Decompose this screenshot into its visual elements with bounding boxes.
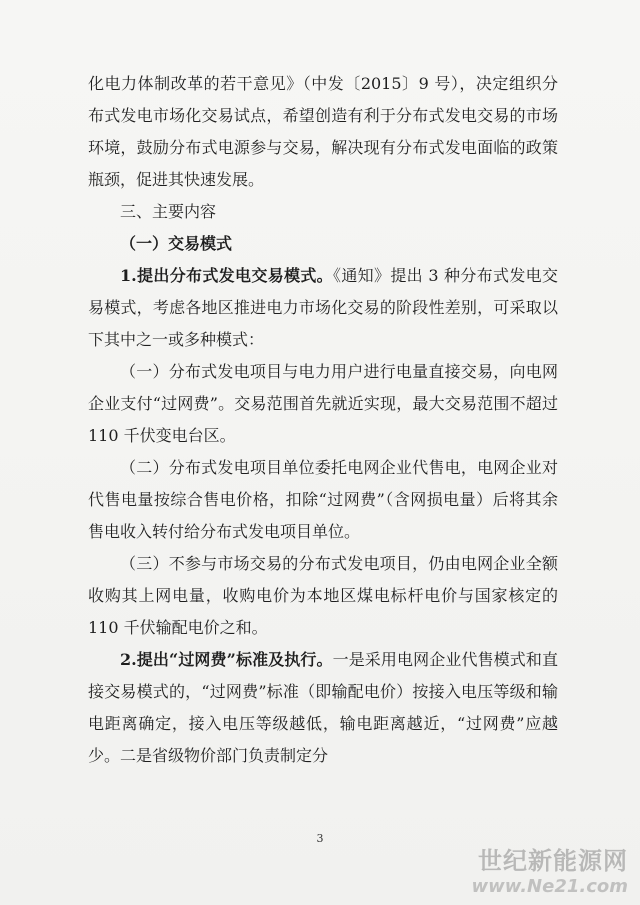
section-heading-main-content: 三、主要内容 <box>120 202 217 221</box>
paragraph-1: 化电力体制改革的若干意见》（中发〔2015〕9 号），决定组织分布式发电市场化交易试点，希望创造有利于分布式发电交易的市场环境，鼓励分布式电源参与交易，解决现有分布式发电面临的政策瓶颈，促进其快速发展。 <box>88 74 558 189</box>
paragraph-lead: 1.提出分布式发电交易模式。 <box>120 266 333 285</box>
paragraph-network-fee <box>88 644 558 772</box>
paragraph-body: 一是采用电网企业代售模式和直接交易模式的，“过网费”标准（即输配电价）按接入电压等级和输电距离确定，接入电压等级越低，输电距离越近，“过网费”应越少。二是省级物价部门负责制定分 <box>88 650 558 765</box>
watermark-logo <box>471 841 628 897</box>
paragraph-lead: 2.提出“过网费”标准及执行。 <box>120 650 333 669</box>
paragraph-mode-2: （二）分布式发电项目单位委托电网企业代售电，电网企业对代售电量按综合售电价格，扣除“过网费”（含网损电量）后将其余售电收入转付给分布式发电项目单位。 <box>88 458 558 541</box>
subsection-heading-trade-mode: （一）交易模式 <box>120 234 233 253</box>
page-number: 3 <box>316 832 324 845</box>
paragraph-mode-3: （三）不参与市场交易的分布式发电项目，仍由电网企业全额收购其上网电量，收购电价为本地区煤电标杆电价与国家核定的 110 千伏输配电价之和。 <box>88 554 558 637</box>
paragraph-trade-modes <box>88 260 558 356</box>
paragraph-body: 《通知》提出 3 种分布式发电交易模式，考虑各地区推进电力市场化交易的阶段性差别，可采取以下其中之一或多种模式： <box>88 266 558 349</box>
watermark-name: 世纪新能源网 <box>478 847 628 875</box>
body-text <box>88 68 558 772</box>
watermark-url: www.Ne21.com <box>471 876 628 897</box>
paragraph-mode-1: （一）分布式发电项目与电力用户进行电量直接交易，向电网企业支付“过网费”。交易范围首先就近实现，最大交易范围不超过 110 千伏变电台区。 <box>88 362 558 445</box>
